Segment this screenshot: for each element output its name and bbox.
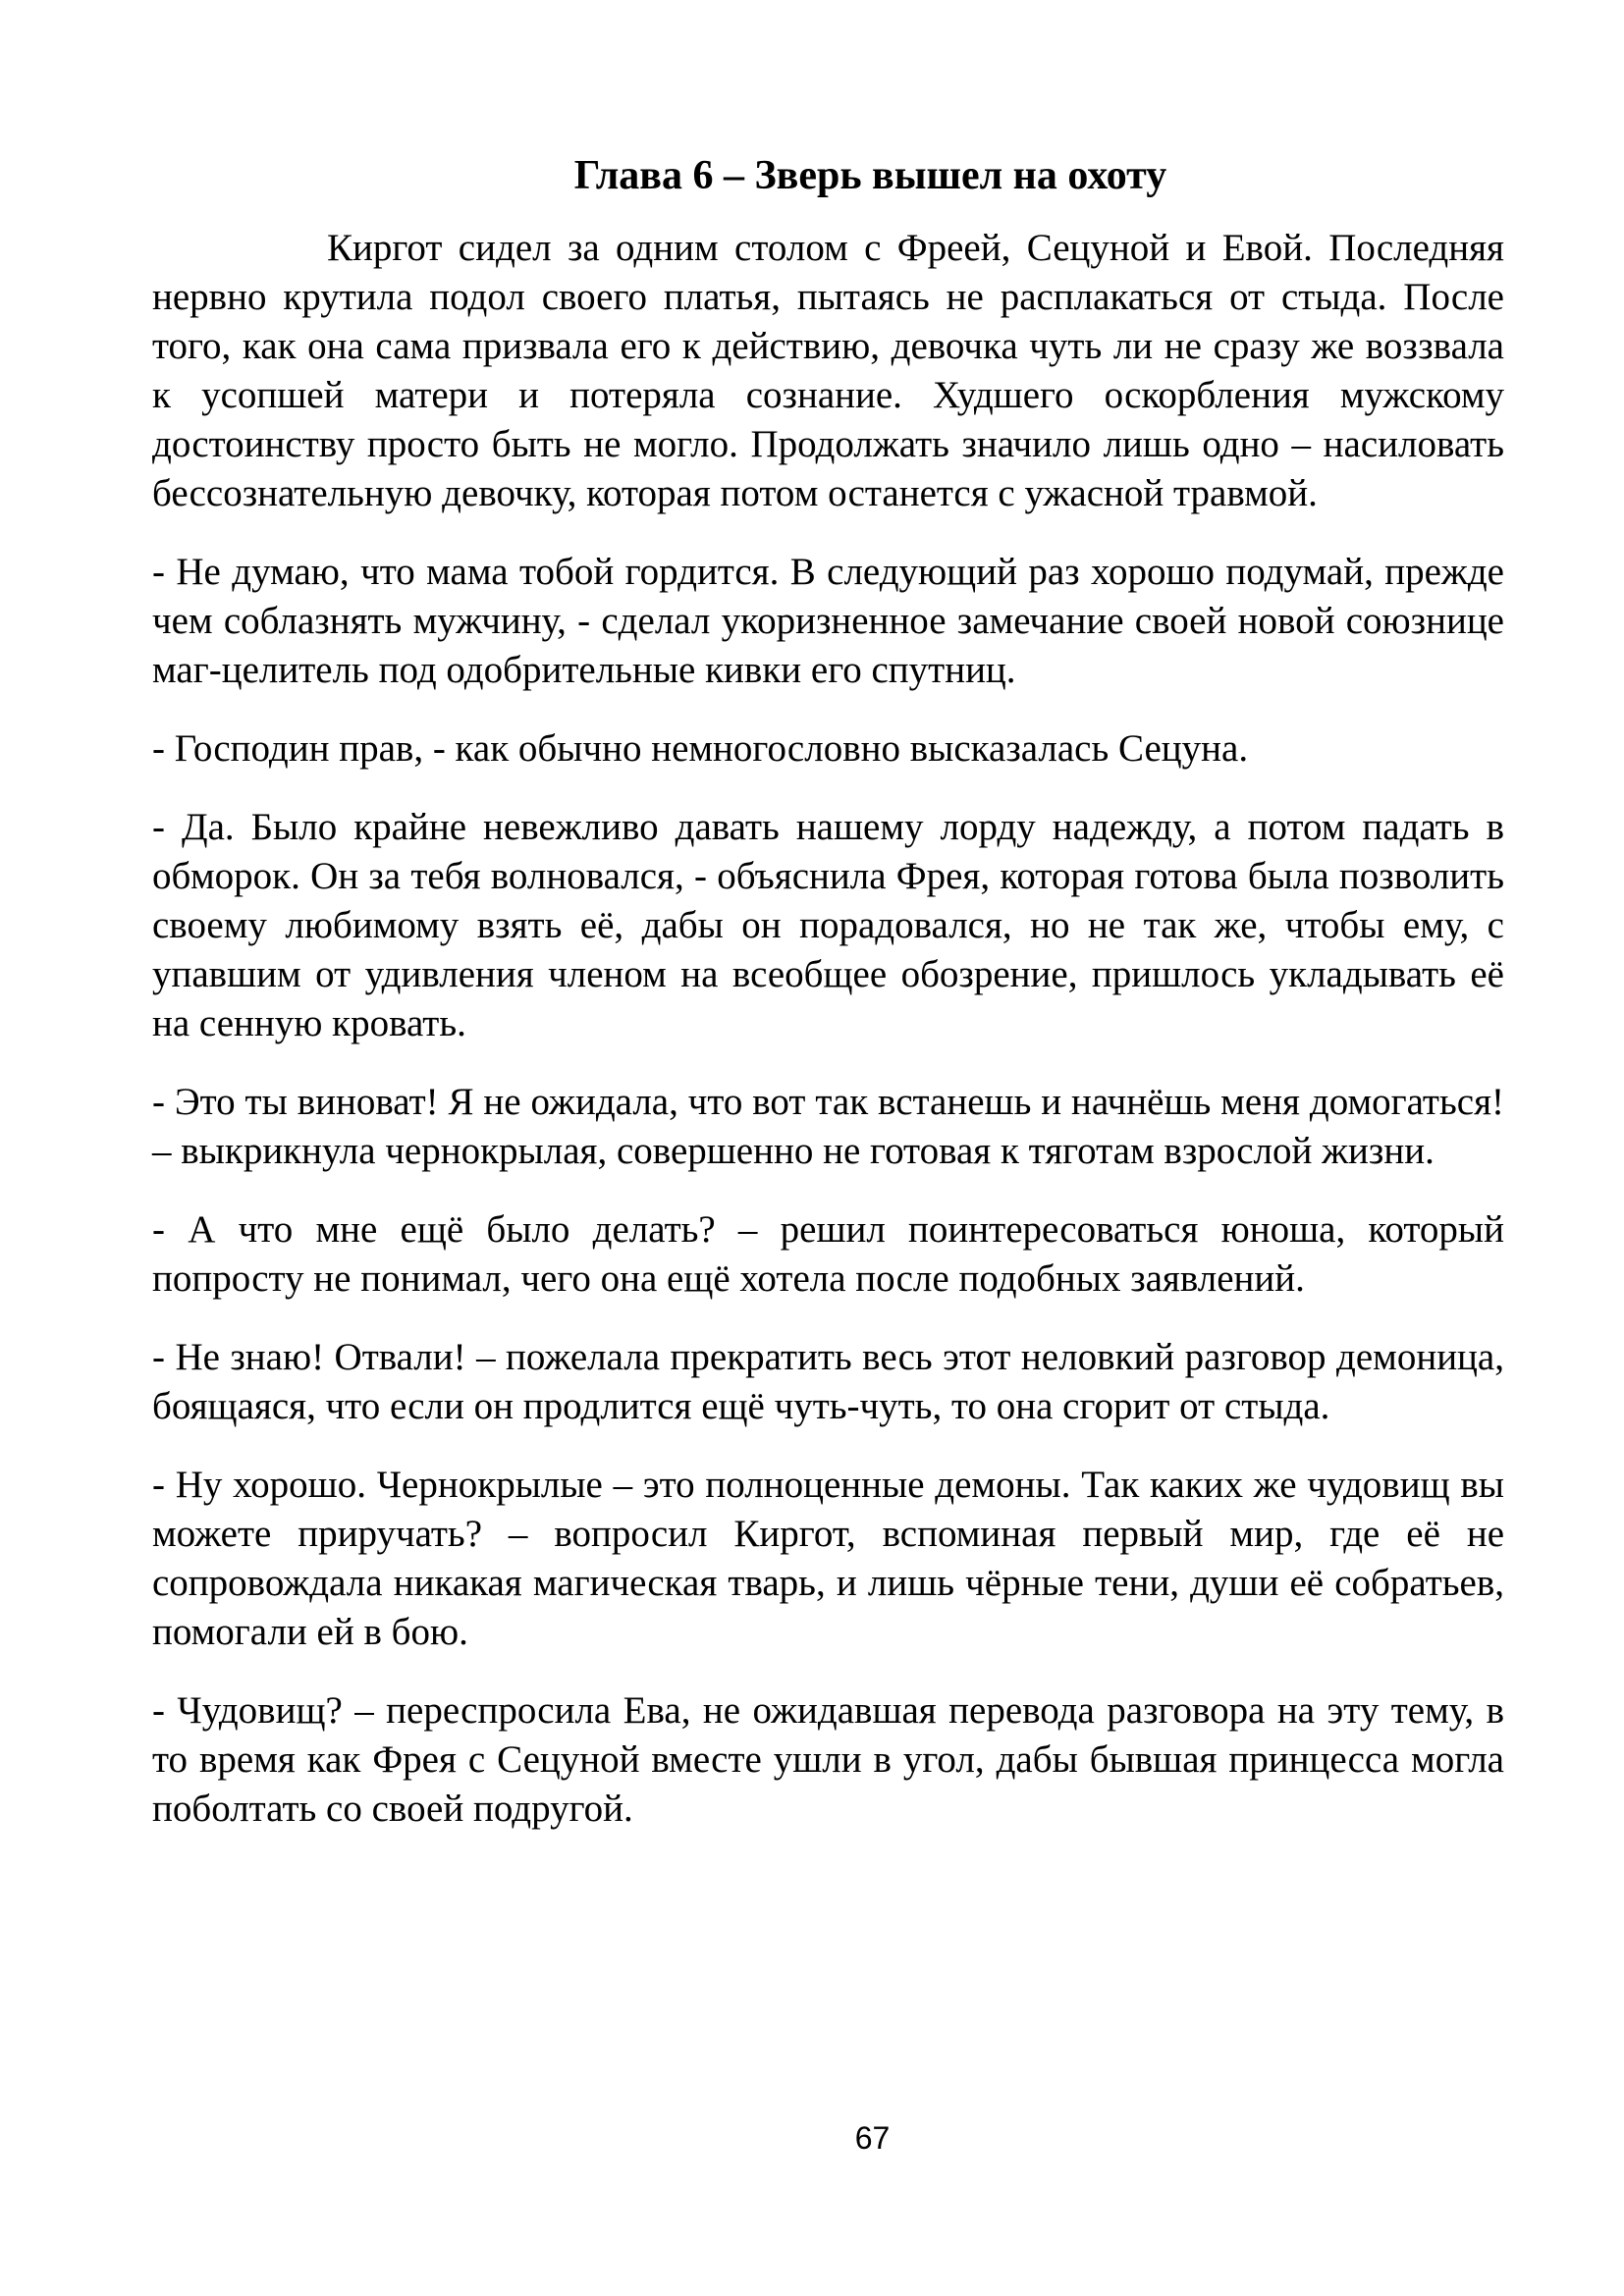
paragraph: Киргот сидел за одним столом с Фреей, Сецуной и Евой. Последняя нервно крутила подол своего платья, пытаясь не расплакаться от стыда. После того, как она сама призвала его к действию, девочка чуть ли не сразу же воззвала к усопшей матери и потеряла сознание. Худшего оскорбления мужскому достоинству просто быть не могло. Продолжать значило лишь одно – насиловать бессознательную девочку, которая потом останется с ужасной травмой. (152, 227, 1504, 514)
page-footer (152, 2118, 1504, 2158)
page-number: 67 (854, 2120, 891, 2156)
chapter-body (152, 224, 1504, 1863)
paragraph: - Господин прав, - как обычно немногословно высказалась Сецуна. (152, 727, 1249, 770)
chapter-title: Глава 6 – Зверь вышел на охоту (573, 153, 1167, 198)
paragraph: - Чудовищ? – переспросила Ева, не ожидавшая перевода разговора на эту тему, в то время как Фрея с Сецуной вместе ушли в угол, дабы бывшая принцесса могла поболтать со своей подругой. (152, 1689, 1504, 1830)
paragraph: - А что мне ещё было делать? – решил поинтересоваться юноша, который попросту не понимал, чего она ещё хотела после подобных заявлений. (152, 1208, 1504, 1300)
paragraph: - Это ты виноват! Я не ожидала, что вот так встанешь и начнёшь меня домогаться! – выкрикнула чернокрылая, совершенно не готовая к тяготам взрослой жизни. (152, 1081, 1504, 1172)
paragraph: - Ну хорошо. Чернокрылые – это полноценные демоны. Так каких же чудовищ вы можете приручать? – вопросил Киргот, вспоминая первый мир, где её не сопровождала никакая магическая тварь, и лишь чёрные тени, души её собратьев, помогали ей в бою. (152, 1464, 1504, 1653)
paragraph: - Да. Было крайне невежливо давать нашему лорду надежду, а потом падать в обморок. Он за тебя волновался, - объяснила Фрея, которая готова была позволить своему любимому взять её, дабы он порадовался, но не так же, чтобы ему, с упавшим от удивления членом на всеобщее обозрение, пришлось укладывать её на сенную кровать. (152, 806, 1504, 1044)
paragraph: - Не знаю! Отвали! – пожелала прекратить весь этот неловкий разговор демоница, боящаяся, что если он продлится ещё чуть-чуть, то она сгорит от стыда. (152, 1336, 1504, 1427)
paragraph: - Не думаю, что мама тобой гордится. В следующий раз хорошо подумай, прежде чем соблазнять мужчину, - сделал укоризненное замечание своей новой союзнице маг-целитель под одобрительные кивки его спутниц. (152, 551, 1504, 691)
